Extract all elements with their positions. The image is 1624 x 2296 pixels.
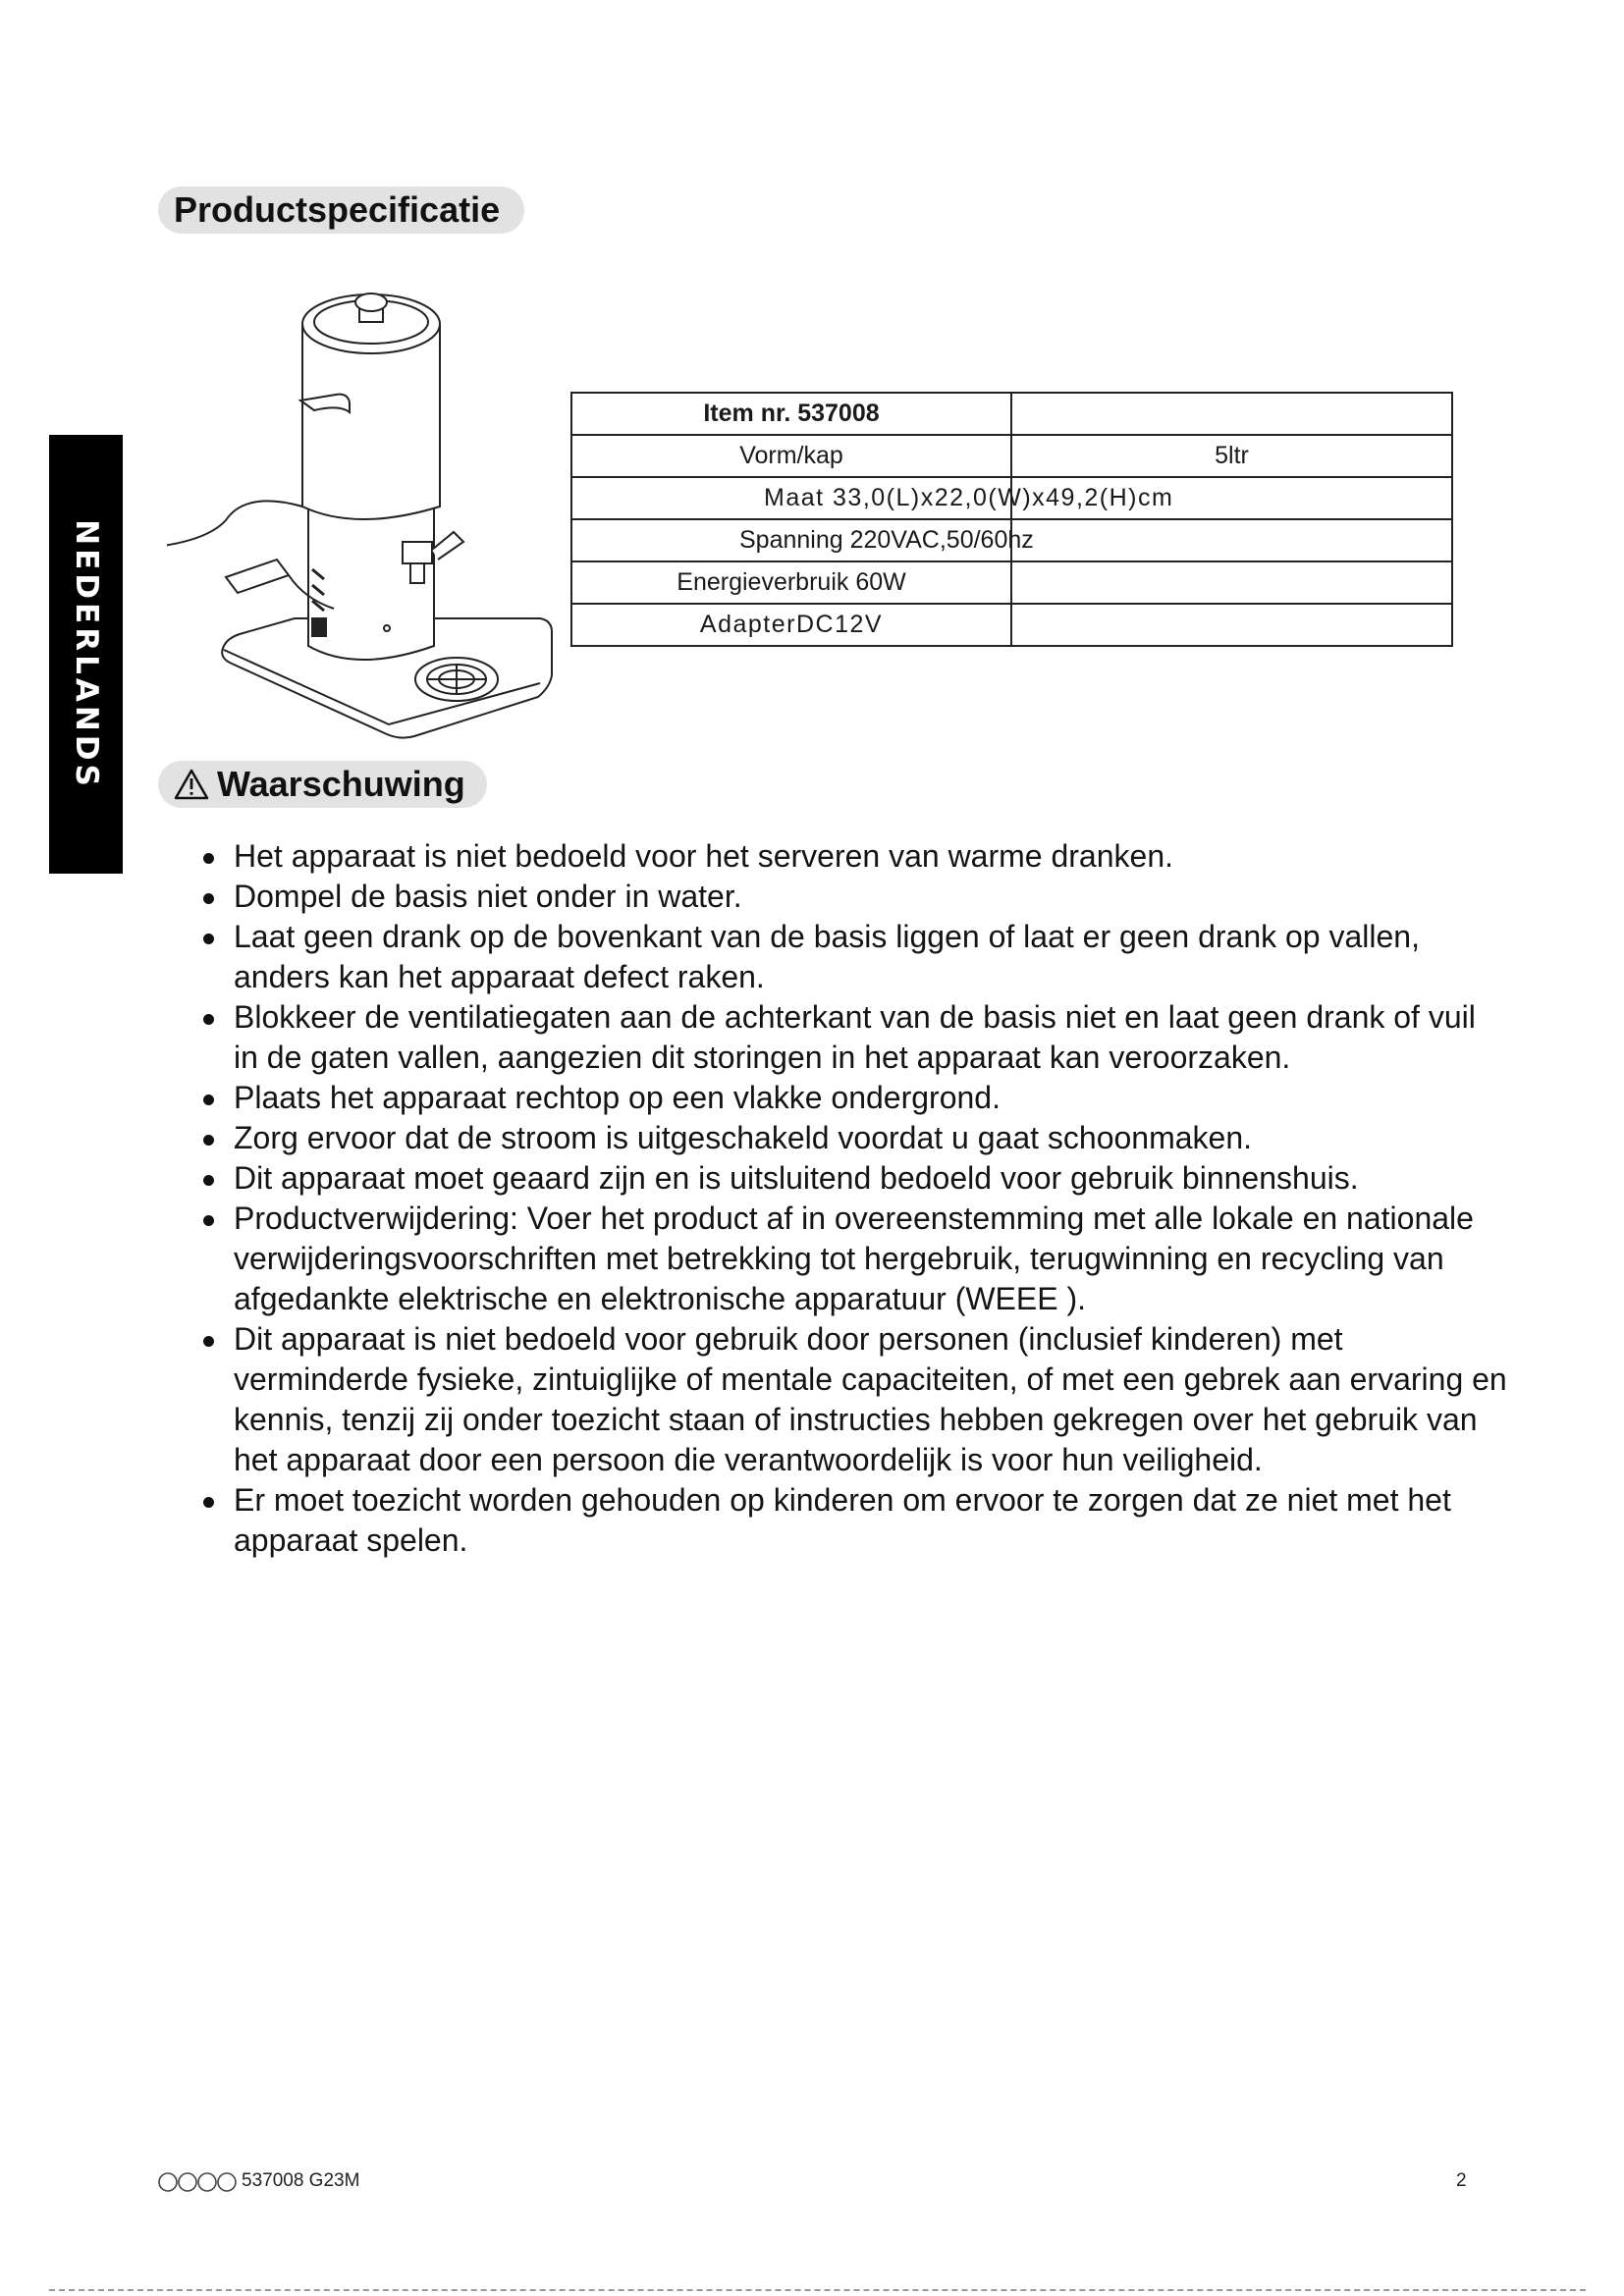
spec-row-spanning xyxy=(571,519,1452,561)
spec-table xyxy=(570,392,1453,647)
warning-item: Er moet toezicht worden gehouden op kinderen om ervoor te zorgen dat ze niet met het apparaat spelen. xyxy=(192,1480,1508,1561)
warning-triangle-icon xyxy=(174,769,209,800)
warning-item: Het apparaat is niet bedoeld voor het serveren van warme dranken. xyxy=(192,836,1508,877)
footer-product-code: 537008 G23M xyxy=(242,2170,360,2191)
warning-item: Dit apparaat is niet bedoeld voor gebruik door personen (inclusief kinderen) met verminderde fysieke, zintuiglijke of mentale capaciteiten, of met een gebrek aan ervaring en kennis, tenzij zij onder toezicht staan of instructies hebben gekregen over het gebruik van het apparaat door een persoon die verantwoordelijk is voor hun veiligheid. xyxy=(192,1319,1508,1480)
spec-row-energie xyxy=(571,561,1452,604)
spec-label: Energieverbruik 60W xyxy=(571,561,1011,604)
page-number: 2 xyxy=(1456,2170,1467,2191)
warning-item: Zorg ervoor dat de stroom is uitgeschakeld voordat u gaat schoonmaken. xyxy=(192,1118,1508,1158)
spec-value xyxy=(1011,393,1452,435)
spec-label: AdapterDC12V xyxy=(571,604,1011,646)
warning-item: Dit apparaat moet geaard zijn en is uitsluitend bedoeld voor gebruik binnenshuis. xyxy=(192,1158,1508,1199)
warning-item: Productverwijdering: Voer het product af in overeenstemming met alle lokale en nationale verwijderingsvoorschriften met betrekking tot hergebruik, terugwinning en recycling van afgedankte elektrische en elektronische apparatuur (WEEE ). xyxy=(192,1199,1508,1319)
spec-row-maat xyxy=(571,477,1452,519)
spec-label: Item nr. 537008 xyxy=(571,393,1011,435)
footer-divider xyxy=(49,2289,1586,2291)
spec-value xyxy=(1011,604,1452,646)
spec-value xyxy=(1011,519,1452,561)
warning-heading-text: Waarschuwing xyxy=(217,764,465,804)
warning-list xyxy=(192,836,1508,1561)
spec-value xyxy=(1011,561,1452,604)
warning-item: Laat geen drank op de bovenkant van de basis liggen of laat er geen drank op vallen, anders kan het apparaat defect raken. xyxy=(192,917,1508,997)
warning-item: Dompel de basis niet onder in water. xyxy=(192,877,1508,917)
spec-row-adapter xyxy=(571,604,1452,646)
spec-row-item-nr xyxy=(571,393,1452,435)
warning-item: Blokkeer de ventilatiegaten aan de achterkant van de basis niet en laat geen drank of vuil in de gaten vallen, aangezien dit storingen in het apparaat kan veroorzaken. xyxy=(192,997,1508,1078)
spec-value: 5ltr xyxy=(1011,435,1452,477)
spec-heading-text: Productspecificatie xyxy=(174,189,501,230)
four-rings-logo-icon xyxy=(157,2171,240,2193)
spec-label: Maat 33,0(L)x22,0(W)x49,2(H)cm xyxy=(571,477,1011,519)
language-label: NEDERLANDS xyxy=(68,518,104,790)
beverage-dispenser-illustration xyxy=(167,285,560,746)
warning-item: Plaats het apparaat rechtop op een vlakke ondergrond. xyxy=(192,1078,1508,1118)
spec-label: Spanning 220VAC,50/60hz xyxy=(571,519,1011,561)
spec-section-heading xyxy=(158,187,524,234)
warning-section-heading xyxy=(158,761,487,808)
spec-label: Vorm/kap xyxy=(571,435,1011,477)
spec-row-vorm xyxy=(571,435,1452,477)
language-side-tab xyxy=(49,435,123,874)
